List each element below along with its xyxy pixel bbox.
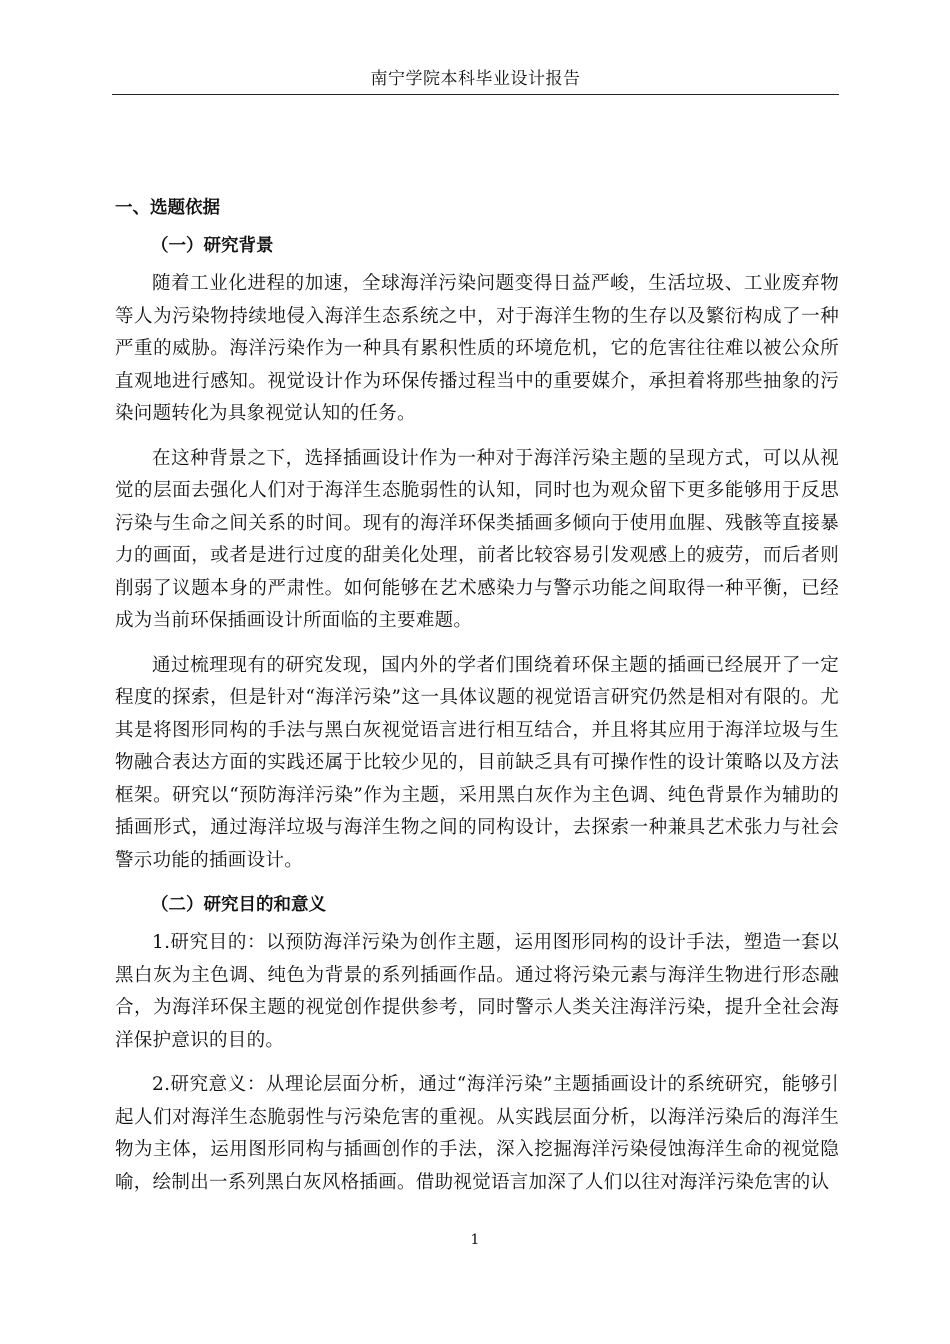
section-heading: 一、选题依据 [115, 198, 220, 218]
paragraph: 随着工业化进程的加速，全球海洋污染问题变得日益严峻，生活垃圾、工业废弃物等人为污染物持续地侵入海洋生态系统之中，对于海洋生物的生存以及繁衍构成了一种严重的威胁。海洋污染作为一种具有累积性质的环境危机，它的危害往往难以被公众所直观地进行感知。视觉设计作为环保传播过程当中的重要媒介，承担着将那些抽象的污染问题转化为具象视觉认知的任务。 [115, 273, 839, 424]
paragraph: 2.研究意义：从理论层面分析，通过“海洋污染”主题插画设计的系统研究，能够引起人们对海洋生态脆弱性与污染危害的重视。从实践层面分析，以海洋污染后的海洋生物为主体，运用图形同构与插画创作的手法，深入挖掘海洋污染侵蚀海洋生命的视觉隐喻，绘制出一系列黑白灰风格插画。借助视觉语言加深了人们以往对海洋污染危害的认 [115, 1074, 839, 1193]
paragraph: 通过梳理现有的研究发现，国内外的学者们围绕着环保主题的插画已经展开了一定程度的探索，但是针对“海洋污染”这一具体议题的视觉语言研究仍然是相对有限的。尤其是将图形同构的手法与黑白灰视觉语言进行相互结合，并且将其应用于海洋垃圾与生物融合表达方面的实践还属于比较少见的，目前缺乏具有可操作性的设计策略以及方法框架。研究以“预防海洋污染”作为主题，采用黑白灰作为主色调、纯色背景作为辅助的插画形式，通过海洋垃圾与海洋生物之间的同构设计，去探索一种兼具艺术张力与社会警示功能的插画设计。 [115, 654, 839, 871]
paragraph: 1.研究目的：以预防海洋污染为创作主题，运用图形同构的设计手法，塑造一套以黑白灰为主色调、纯色为背景的系列插画作品。通过将污染元素与海洋生物进行形态融合，为海洋环保主题的视觉创作提供参考，同时警示人类关注海洋污染，提升全社会海洋保护意识的目的。 [115, 932, 839, 1051]
paragraph: 在这种背景之下，选择插画设计作为一种对于海洋污染主题的呈现方式，可以从视觉的层面去强化人们对于海洋生态脆弱性的认知，同时也为观众留下更多能够用于反思污染与生命之间关系的时间。现有的海洋环保类插画多倾向于使用血腥、残骸等直接暴力的画面，或者是进行过度的甜美化处理，前者比较容易引发观感上的疲劳，而后者则削弱了议题本身的严肃性。如何能够在艺术感染力与警示功能之间取得一种平衡，已经成为当前环保插画设计所面临的主要难题。 [115, 447, 839, 631]
page-number: 1 [470, 1232, 480, 1248]
document-body [115, 192, 839, 1211]
subsection-heading-background: （一）研究背景 [151, 236, 274, 256]
header-title: 南宁学院本科毕业设计报告 [370, 69, 581, 89]
page-header [112, 64, 839, 95]
subsection-heading-purpose: （二）研究目的和意义 [151, 895, 326, 915]
